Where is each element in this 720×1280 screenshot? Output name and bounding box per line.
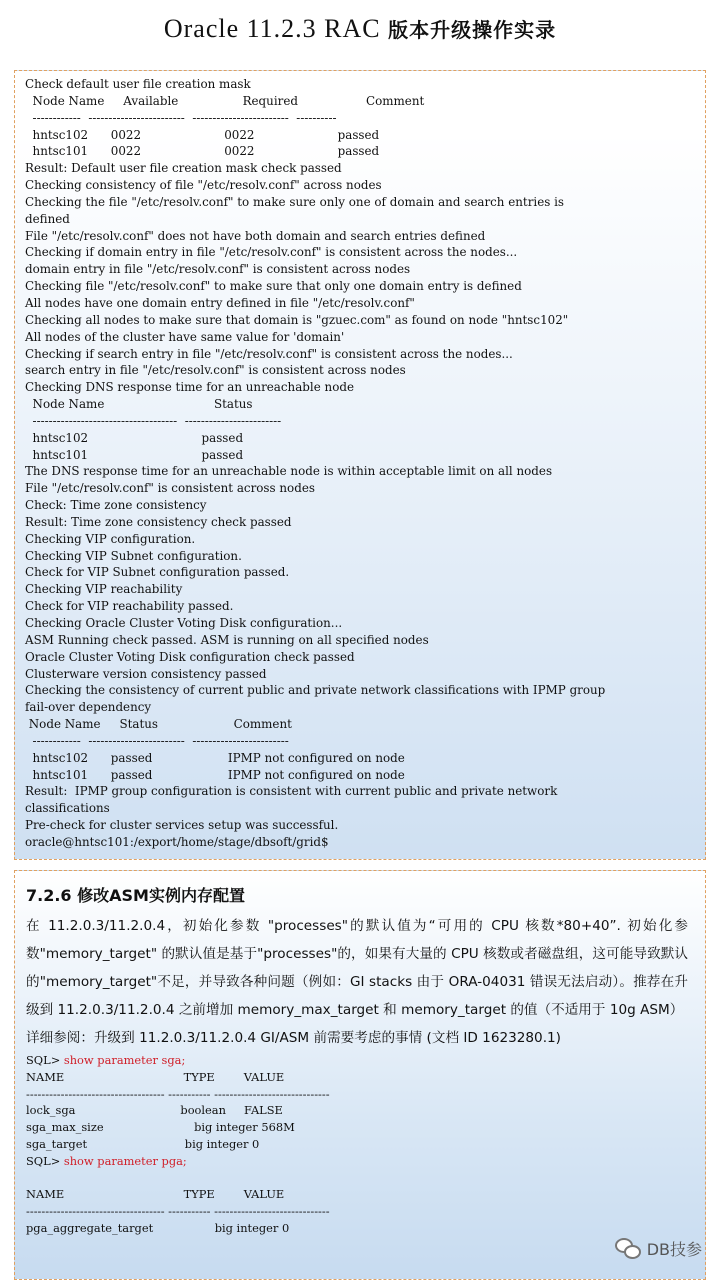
sql-command: show parameter sga; (63, 1053, 186, 1067)
wechat-icon (615, 1238, 641, 1260)
title-latin: Oracle 11.2.3 RAC (163, 14, 389, 43)
section-paragraph: 在 11.2.0.3/11.2.0.4，初始化参数 "processes"的默认值为“可用的 CPU 核数*80+40”. 初始化参数"memory_target" 的默认值是基于"processes"的，如果有大量的 CPU 核数或者磁盘组，这可能导致默认的"memory_target"不足，并导致各种问题（例如：GI stacks 由于 ORA-04031 错误无法启动）。推荐在升级到 11.2.0.3/11.2.0.4 之前增加 memory_max_target 和 memory_target 的值（不适用于 10g ASM） (26, 918, 688, 1018)
title-cjk: 版本升级操作实录 (388, 18, 557, 42)
section-heading: 7.2.6 修改ASM实例内存配置 (26, 886, 245, 905)
sql-output (26, 1052, 705, 1237)
sql-prompt: SQL> (26, 1153, 64, 1168)
page-title (0, 14, 720, 44)
section-reference: 详细参阅：升级到 11.2.0.3/11.2.0.4 GI/ASM 前需要考虑的事情 (文档 ID 1623280.1) (26, 1030, 561, 1046)
watermark-text: DB技参 (646, 1240, 702, 1259)
check-log-text: Check default user file creation mask Node Name Available Required Comment ------------ ------------------------ ------------------------ ---------- hntsc102 0022 0022 passed hntsc101 0022 0022 passed Result: Default user file creation mask check passed Checking consistency of file "/etc/resolv.conf" across nodes Checking the file "/etc/resolv.conf" to make sure only one of domain and search entries is defined File "/etc/resolv.conf" does not have both domain and search entries defined Checking if domain entry in file "/etc/resolv.conf" is consistent across the nodes... domain entry in file "/etc/resolv.conf" is consistent across nodes Checking file "/etc/resolv.conf" to make sure that only one domain entry is defined All nodes have one domain entry defined in file "/etc/resolv.conf" Checking all nodes to make sure that domain is "gzuec.com" as found on node "hntsc102" All nodes of the cluster have same value for 'domain' Checking if search entry in file "/etc/resolv.conf" is consistent across the nodes... search entry in file "/etc/resolv.conf" is consistent across nodes Checking DNS response time for an unreachable node Node Name Status ------------------------------------ ------------------------ hntsc102 passed hntsc101 passed The DNS response time for an unreachable node is within acceptable limit on all nodes File "/etc/resolv.conf" is consistent across nodes Check: Time zone consistency Result: Time zone consistency check passed Checking VIP configuration. Checking VIP Subnet configuration. Check for VIP Subnet configuration passed. Checking VIP reachability Check for VIP reachability passed. Checking Oracle Cluster Voting Disk configuration... ASM Running check passed. ASM is running on all specified nodes Oracle Cluster Voting Disk configuration check passed Clusterware version consistency passed Checking the consistency of current public and private network classifications with IPMP group fail-over dependency Node Name Status Comment ------------ ------------------------ ------------------------ hntsc102 passed IPMP not configured on node hntsc101 passed IPMP not configured on node Result: IPMP group configuration is consistent with current public and private network classifications Pre-check for cluster services setup was successful. oracle@hntsc101:/export/home/stage/dbsoft/grid$ (25, 77, 606, 849)
sql-result-pga: NAME TYPE VALUE ------------------------------------ ----------- ------------------------------ pga_aggregate_target big integer 0 (26, 1187, 330, 1235)
sql-command: show parameter pga; (63, 1153, 187, 1168)
sql-prompt: SQL> (26, 1053, 64, 1067)
check-log-panel (14, 70, 706, 860)
asm-memory-section (14, 870, 706, 1280)
watermark (615, 1237, 702, 1260)
sql-result-sga: NAME TYPE VALUE ------------------------------------ ----------- ------------------------------ lock_sga boolean FALSE sga_max_size big integer 568M sga_target big integer 0 (26, 1069, 330, 1151)
